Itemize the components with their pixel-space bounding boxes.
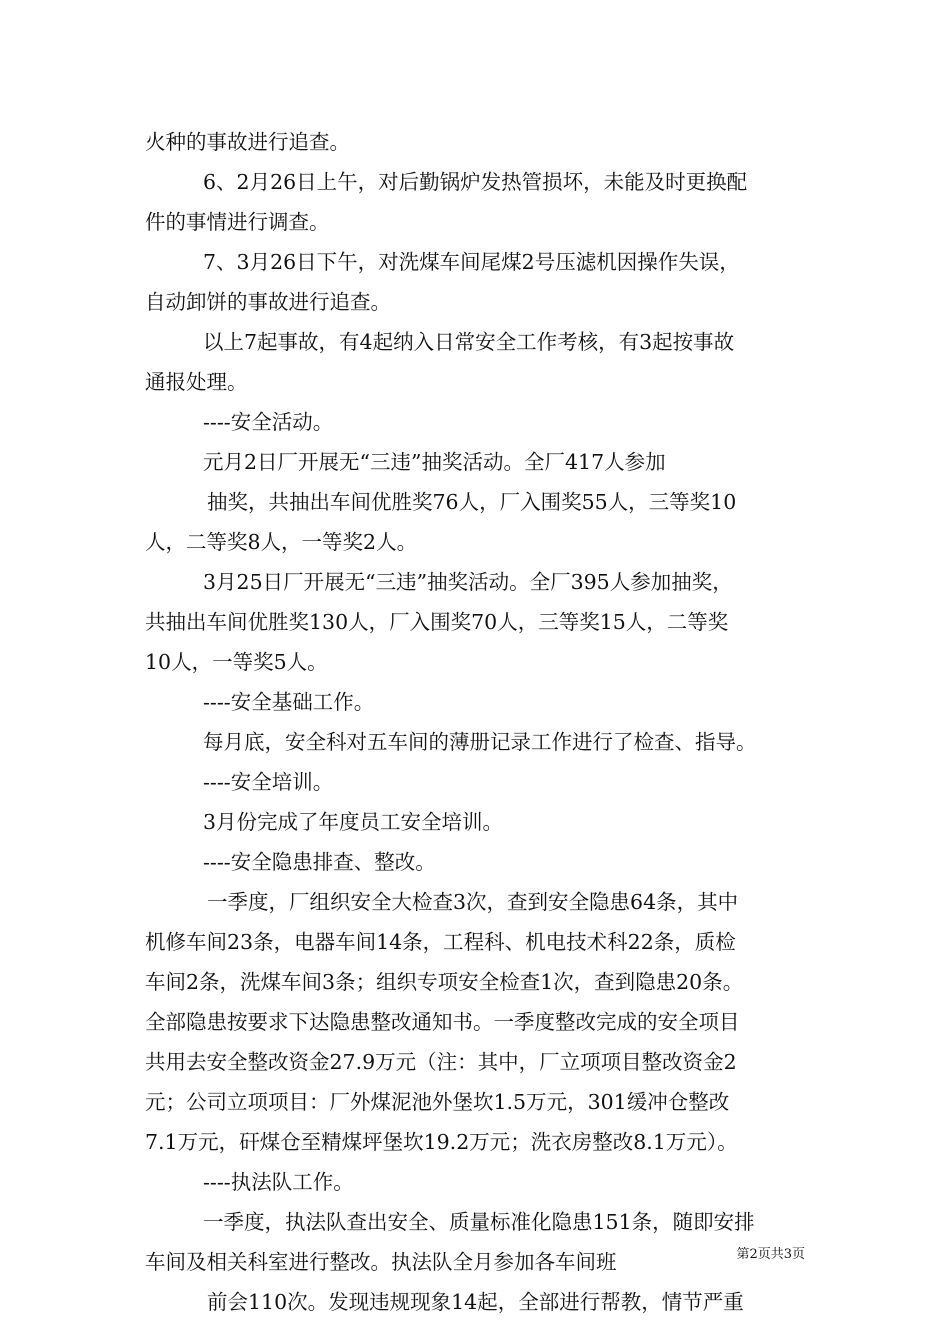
body-line: 机修车间23条，电器车间14条，工程科、机电技术科22条，质检 (145, 930, 736, 954)
section-heading: ----安全基础工作。 (203, 690, 375, 714)
body-line: 7.1万元，矸煤仓至精煤坪堡坎19.2万元；洗衣房整改8.1万元）。 (145, 1130, 738, 1154)
body-line: 6、2月26日上午，对后勤锅炉发热管损坏，未能及时更换配 (203, 170, 748, 194)
body-line: 元月2日厂开展无“三违”抽奖活动。全厂417人参加 (203, 450, 666, 474)
body-line: 全部隐患按要求下达隐患整改通知书。一季度整改完成的安全项目 (145, 1010, 740, 1034)
body-line: 车间2条，洗煤车间3条；组织专项安全检查1次，查到隐患20条。 (145, 970, 744, 994)
body-line: 以上7起事故，有4起纳入日常安全工作考核，有3起按事故 (203, 330, 735, 354)
document-body (145, 122, 815, 1322)
body-line: 一季度，执法队查出安全、质量标准化隐患151条，随即安排 (203, 1210, 755, 1234)
body-line: 每月底，安全科对五车间的薄册记录工作进行了检查、指导。 (203, 730, 757, 754)
body-line: 7、3月26日下午，对洗煤车间尾煤2号压滤机因操作失误， (203, 250, 740, 274)
body-line: 件的事情进行调查。 (145, 210, 330, 234)
body-line: 通报处理。 (145, 370, 248, 394)
section-heading: ----安全培训。 (203, 770, 334, 794)
body-line: 元；公司立项项目：厂外煤泥池外堡坎1.5万元，301缓冲仓整改 (145, 1090, 730, 1114)
body-line: 前会110次。发现违规现象14起，全部进行帮教，情节严重 (207, 1290, 744, 1314)
section-heading: ----执法队工作。 (203, 1170, 354, 1194)
body-line: 3月25日厂开展无“三违”抽奖活动。全厂395人参加抽奖， (203, 570, 733, 594)
section-heading: ----安全隐患排查、整改。 (203, 850, 436, 874)
body-line: 车间及相关科室进行整改。执法队全月参加各车间班 (145, 1250, 617, 1274)
body-line: 抽奖，共抽出车间优胜奖76人，厂入围奖55人，三等奖10 (207, 490, 737, 514)
body-line: 3月份完成了年度员工安全培训。 (203, 810, 504, 834)
page-number-footer: 第2页共3页 (736, 1247, 805, 1262)
section-heading: ----安全活动。 (203, 410, 334, 434)
body-line: 火种的事故进行追查。 (145, 130, 350, 154)
body-line: 共用去安全整改资金27.9万元（注：其中，厂立项项目整改资金2 (145, 1050, 737, 1074)
body-line: 共抽出车间优胜奖130人，厂入围奖70人，三等奖15人，二等奖 (145, 610, 729, 634)
body-line: 10人，一等奖5人。 (145, 650, 328, 674)
body-line: 自动卸饼的事故进行追查。 (145, 290, 391, 314)
body-line: 人，二等奖8人，一等奖2人。 (145, 530, 418, 554)
body-line: 一季度，厂组织安全大检查3次，查到安全隐患64条，其中 (207, 890, 739, 914)
